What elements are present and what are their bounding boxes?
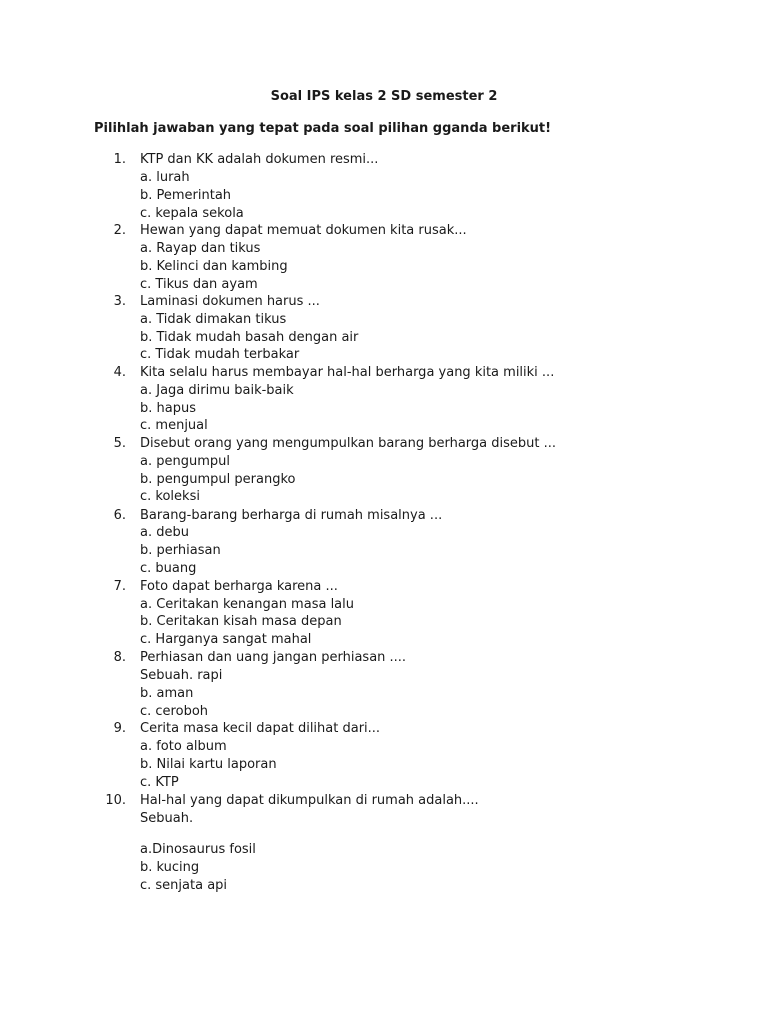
question-text: Kita selalu harus membayar hal-hal berharga yang kita miliki ... <box>140 365 555 380</box>
answer-option: Sebuah. rapi <box>140 668 223 683</box>
answer-option: c. senjata api <box>140 878 228 893</box>
question-number: 5. <box>113 436 126 451</box>
answer-option: Sebuah. <box>140 811 194 826</box>
question-text: KTP dan KK adalah dokumen resmi... <box>140 152 379 167</box>
answer-option: a. Ceritakan kenangan masa lalu <box>140 597 354 612</box>
answer-option: b. Tidak mudah basah dengan air <box>140 330 359 345</box>
answer-option: a. lurah <box>140 170 190 185</box>
answer-option: b. hapus <box>140 401 196 416</box>
answer-option: b. kucing <box>140 860 200 875</box>
question-text: Barang-barang berharga di rumah misalnya ... <box>140 508 443 523</box>
answer-option: b. Ceritakan kisah masa depan <box>140 614 342 629</box>
question-number: 7. <box>113 579 126 594</box>
answer-option: a. Tidak dimakan tikus <box>140 312 287 327</box>
question-text: Foto dapat berharga karena ... <box>140 579 338 594</box>
answer-option: b. Pemerintah <box>140 188 232 203</box>
answer-option: a. Jaga dirimu baik-baik <box>140 383 294 398</box>
question-text: Cerita masa kecil dapat dilihat dari... <box>140 721 381 736</box>
answer-option: c. kepala sekola <box>140 206 244 221</box>
question-text: Disebut orang yang mengumpulkan barang berharga disebut ... <box>140 436 557 451</box>
question-text: Hewan yang dapat memuat dokumen kita rusak... <box>140 223 467 238</box>
answer-option: a. pengumpul <box>140 454 230 469</box>
question-number: 2. <box>113 223 126 238</box>
answer-option: c. Harganya sangat mahal <box>140 632 312 647</box>
question-number: 3. <box>113 294 126 309</box>
instruction-text: Pilihlah jawaban yang tepat pada soal pilihan gganda berikut! <box>94 121 552 136</box>
answer-option: c. koleksi <box>140 489 200 504</box>
answer-option: a. Rayap dan tikus <box>140 241 261 256</box>
question-number: 4. <box>113 365 126 380</box>
question-text: Hal-hal yang dapat dikumpulkan di rumah adalah.... <box>140 793 479 808</box>
answer-option: b. pengumpul perangko <box>140 472 296 487</box>
answer-option: c. buang <box>140 561 197 576</box>
answer-option: b. perhiasan <box>140 543 221 558</box>
answer-option: c. Tidak mudah terbakar <box>140 347 300 362</box>
answer-option: c. Tikus dan ayam <box>140 277 258 292</box>
question-number: 9. <box>113 721 126 736</box>
answer-option: b. aman <box>140 686 194 701</box>
answer-option: a. foto album <box>140 739 227 754</box>
question-number: 6. <box>113 508 126 523</box>
answer-option: a. debu <box>140 525 189 540</box>
question-text: Perhiasan dan uang jangan perhiasan .... <box>140 650 407 665</box>
answer-option: c. menjual <box>140 418 208 433</box>
answer-option: b. Kelinci dan kambing <box>140 259 288 274</box>
answer-option: c. ceroboh <box>140 704 209 719</box>
document-title: Soal IPS kelas 2 SD semester 2 <box>270 89 498 104</box>
answer-option: a.Dinosaurus fosil <box>140 842 256 857</box>
question-number: 10. <box>105 793 126 808</box>
answer-option: c. KTP <box>140 775 179 790</box>
question-number: 8. <box>113 650 126 665</box>
answer-option: b. Nilai kartu laporan <box>140 757 277 772</box>
question-number: 1. <box>113 152 126 167</box>
question-text: Laminasi dokumen harus ... <box>140 294 320 309</box>
